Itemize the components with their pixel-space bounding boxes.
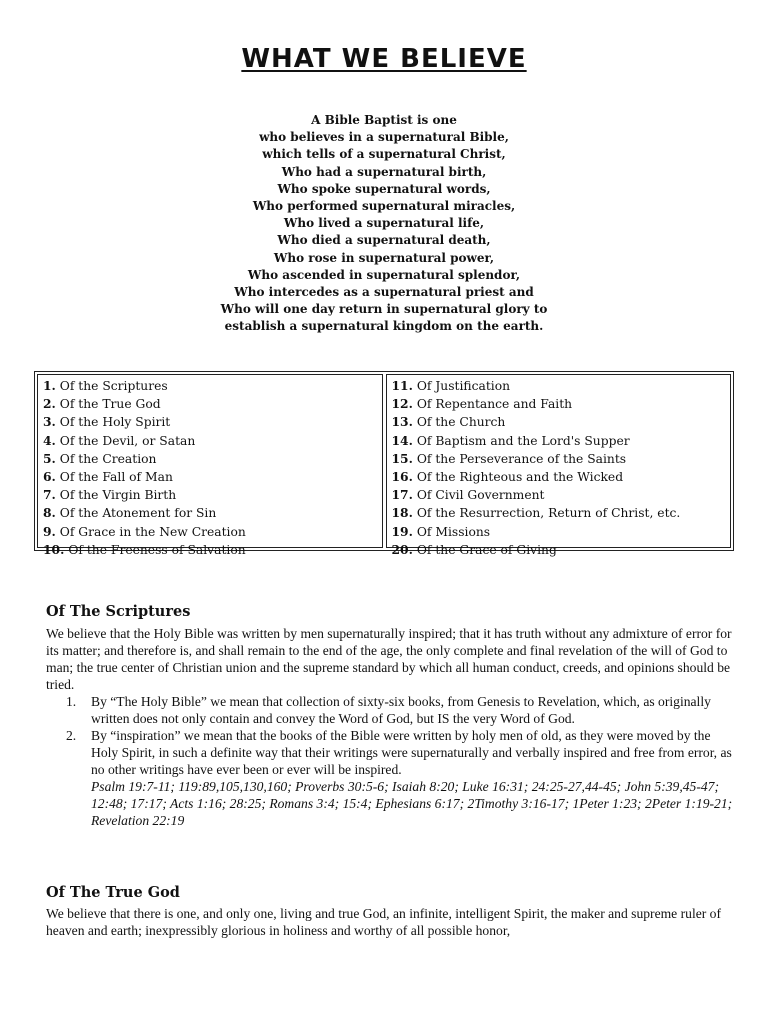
toc-item: 9. Of Grace in the New Creation [43,523,246,539]
poem-line: Who had a supernatural birth, [281,164,487,179]
toc-item: 8. Of the Atonement for Sin [43,505,217,521]
list-item-number: 1. [66,694,77,709]
toc-item: 6. Of the Fall of Man [43,469,173,485]
list-item-text: By “inspiration” we mean that the books of the Bible were written by holy men of old, as they were moved by the Holy Spirit, in such a definite way that their writings were supernaturally and verbally inspired and free from error, as no other writings have ever been or ever will be inspired. [91,728,732,777]
list-item-number: 2. [66,728,77,743]
toc-item: 20. Of the Grace of Giving [391,541,557,557]
poem-line: establish a supernatural kingdom on the earth. [224,319,544,334]
poem-line: Who will one day return in supernatural glory to [220,302,548,317]
poem-line: who believes in a supernatural Bible, [259,130,509,145]
toc-item: 10. Of the Freeness of Salvation [43,541,246,557]
toc-item: 19. Of Missions [391,523,491,539]
poem-line: Who spoke supernatural words, [277,181,491,196]
section-body-scriptures: We believe that the Holy Bible was written by men supernaturally inspired; that it has truth without any admixture of error for its matter; and therefore is, and shall remain to the end of the age, the only complete and final revelation of the will of God to man; the true center of Christian union and the supreme standard by which all human conduct, creeds, and opinions should be tried. [46,626,732,692]
poem-line: Who performed supernatural miracles, [252,199,516,214]
scripture-references: Psalm 19:7-11; 119:89,105,130,160; Proverbs 30:5-6; Isaiah 8:20; Luke 16:31; 24:25-27,44-45; John 5:39,45-47; 12:48; 17:17; Acts 1:16; 28:25; Romans 3:4; 15:4; Ephesians 6:17; 2Timothy 3:16-17; 1Peter 1:23; 2Peter 1:19-21; Revelation 22:19 [91,779,733,828]
toc-column-left [37,374,383,557]
toc-item: 5. Of the Creation [43,450,157,466]
list-item [66,693,736,727]
page-title: WHAT WE BELIEVE [241,44,527,74]
toc-item: 11. Of Justification [391,378,511,393]
toc-item: 1. Of the Scriptures [43,378,168,393]
toc-item: 2. Of the True God [43,396,161,412]
poem-line: Who intercedes as a supernatural priest and [234,285,534,300]
toc-item: 15. Of the Perseverance of the Saints [391,450,627,466]
toc-item: 13. Of the Church [391,414,506,430]
poem-line: A Bible Baptist is one [311,113,457,127]
list-item [66,727,736,829]
poem-line: Who rose in supernatural power, [273,250,495,265]
list-item-text: By “The Holy Bible” we mean that collection of sixty-six books, from Genesis to Revelation, which, as originally written does not only contain and convey the Word of God, but IS the very Word of God. [91,694,711,726]
toc-item: 17. Of Civil Government [391,487,545,503]
poem-line: Who died a supernatural death, [277,233,491,248]
scriptures-list [66,693,736,829]
poem-line: Who lived a supernatural life, [283,216,485,231]
poem-line: Who ascended in supernatural splendor, [247,267,521,282]
section-heading-scriptures: Of The Scriptures [46,603,191,620]
list-item-content [91,727,736,829]
toc-item: 12. Of Repentance and Faith [391,396,573,412]
toc-item: 4. Of the Devil, or Satan [43,432,196,448]
toc-item: 3. Of the Holy Spirit [43,414,171,430]
toc-item: 14. Of Baptism and the Lord's Supper [391,432,630,448]
toc-item: 16. Of the Righteous and the Wicked [391,469,624,485]
section-body-true-god: We believe that there is one, and only one, living and true God, an infinite, intelligent Spirit, the maker and supreme ruler of heaven and earth; inexpressibly glorious in holiness and worthy of all possible honor, [46,906,722,938]
poem-line: which tells of a supernatural Christ, [262,147,506,162]
toc-item: 18. Of the Resurrection, Return of Christ, etc. [391,505,681,521]
table-of-contents [34,371,734,557]
intro-poem [0,112,768,336]
toc-column-right [386,374,732,557]
section-heading-true-god: Of The True God [46,884,180,901]
toc-item: 7. Of the Virgin Birth [43,487,177,503]
